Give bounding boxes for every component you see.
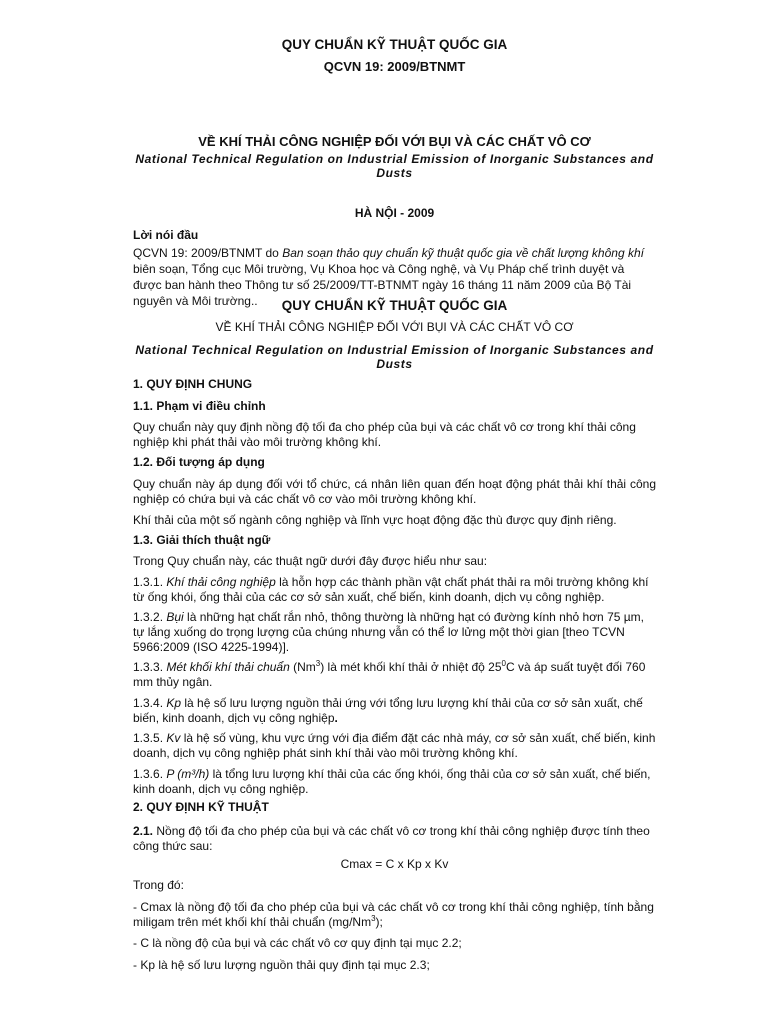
english-title-line-1: National Technical Regulation on Industrial Emission of Inorganic Substances and	[135, 152, 654, 166]
section-1-2-heading: 1.2. Đối tượng áp dụng	[133, 455, 265, 469]
section-1-3-heading: 1.3. Giải thích thuật ngữ	[133, 533, 271, 547]
regulation-subject-2: VỀ KHÍ THẢI CÔNG NGHIỆP ĐỐI VỚI BỤI VÀ CÁC CHẤT VÔ CƠ	[215, 320, 574, 334]
definition-1-3-4	[133, 696, 656, 726]
where-label: Trong đó:	[133, 878, 184, 892]
section-1-heading: 1. QUY ĐỊNH CHUNG	[133, 377, 253, 391]
definition-end: .	[334, 711, 338, 725]
definition-text: là những hạt chất rắn nhỏ, thông thường là những hạt có đường kính nhỏ hơn 75 µm, tự lắng xuống do trọng lượng của chúng nhưng vẫn có thể lơ lửng một thời gian [theo TCVN 5966:2009 (ISO 4225-1994)].	[133, 610, 644, 654]
section-1-2-note: Khí thải của một số ngành công nghiệp và lĩnh vực hoạt động đặc thù được quy định riêng.	[133, 513, 617, 527]
definition-text: C và áp suất tuyệt đối 760 mm thủy ngân.	[133, 660, 646, 689]
section-2-heading: 2. QUY ĐỊNH KỸ THUẬT	[133, 800, 269, 814]
definition-number: 1.3.4.	[133, 696, 167, 710]
definition-number: 1.3.6.	[133, 767, 167, 781]
section-1-3-intro: Trong Quy chuẩn này, các thuật ngữ dưới đây được hiểu như sau:	[133, 554, 488, 568]
definition-1-3-5	[133, 731, 656, 761]
bullet-text: );	[375, 915, 383, 929]
definition-term: Mét khối khí thải chuẩn	[166, 660, 290, 674]
section-1-1-text: Quy chuẩn này quy định nồng độ tối đa cho phép của bụi và các chất vô cơ trong khí thải công nghiệp khi phát thải vào môi trường không khí.	[133, 420, 636, 449]
definition-1-3-6	[133, 767, 656, 797]
foreword-text: QCVN 19: 2009/BTNMT do	[133, 246, 283, 260]
english-title	[133, 152, 656, 180]
definition-number: 1.3.1.	[133, 575, 167, 589]
definition-1-3-2	[133, 610, 656, 655]
definition-number: 1.3.3.	[133, 660, 167, 674]
regulation-subject: VỀ KHÍ THẢI CÔNG NGHIỆP ĐỐI VỚI BỤI VÀ CÁC CHẤT VÔ CƠ	[198, 134, 591, 149]
definition-term: Khí thải công nghiệp	[166, 575, 276, 589]
definition-term: P (m³/h)	[166, 767, 210, 781]
english-title-2-line-2: Dusts	[376, 357, 413, 371]
clause-text: Nồng độ tối đa cho phép của bụi và các chất vô cơ trong khí thải công nghiệp được tính theo công thức sau:	[133, 824, 650, 853]
english-title-2-line-1: National Technical Regulation on Industrial Emission of Inorganic Substances and	[135, 343, 654, 357]
definition-text: là hệ số vùng, khu vực ứng với địa điểm đặt các nhà máy, cơ sở sản xuất, chế biến, kinh doanh, dịch vụ công nghiệp phát sinh khí thải vào môi trường không khí.	[133, 731, 656, 760]
definition-text: là tổng lưu lượng khí thải của các ống khói, ống thải của cơ sở sản xuất, chế biến, kinh doanh, dịch vụ công nghiệp.	[133, 767, 651, 796]
document-title: QUY CHUẨN KỸ THUẬT QUỐC GIA	[281, 37, 508, 52]
superscript: 3	[315, 659, 321, 668]
definition-text: là hệ số lưu lượng nguồn thải ứng với tổng lưu lượng khí thải của cơ sở sản xuất, chế biến, kinh doanh, dịch vụ công nghiệp	[133, 696, 643, 725]
english-title-line-2: Dusts	[376, 166, 413, 180]
definition-1-3-1	[133, 575, 656, 605]
definition-1-3-3	[133, 660, 656, 690]
foreword-drafting-board: Ban soạn thảo quy chuẩn kỹ thuật quốc gia về chất lượng không khí	[282, 246, 644, 260]
bullet-text: - Cmax là nồng độ tối đa cho phép của bụi và các chất vô cơ trong khí thải công nghiệp, tính bằng miligam trên mét khối khí thải chuẩn (mg/Nm	[133, 900, 654, 929]
definition-number: 1.3.2.	[133, 610, 167, 624]
bullet-c: - C là nồng độ của bụi và các chất vô cơ quy định tại mục 2.2;	[133, 936, 462, 950]
bullet-cmax	[133, 900, 656, 930]
formula: Cmax = C x Kp x Kv	[340, 857, 449, 871]
regulation-code: QCVN 19: 2009/BTNMT	[323, 59, 466, 74]
superscript: 0	[501, 659, 506, 668]
definition-term: Kv	[166, 731, 181, 745]
definition-text: (Nm	[289, 660, 316, 674]
definition-term: Bụi	[166, 610, 184, 624]
section-1-1-heading: 1.1. Phạm vi điều chỉnh	[133, 399, 266, 413]
english-title-2	[133, 343, 656, 371]
bullet-kp: - Kp là hệ số lưu lượng nguồn thải quy định tại mục 2.3;	[133, 958, 430, 972]
section-1-2-text: Quy chuẩn này áp dụng đối với tổ chức, cá nhân liên quan đến hoạt động phát thải khí thải công nghiệp có chứa bụi và các chất vô cơ vào môi trường không khí.	[133, 477, 656, 506]
foreword-heading: Lời nói đầu	[133, 228, 199, 242]
clause-number: 2.1.	[133, 824, 154, 838]
regulation-title: QUY CHUẨN KỸ THUẬT QUỐC GIA	[281, 298, 508, 313]
section-2-1-text	[133, 824, 656, 854]
foreword-text-cont: biên soạn, Tổng cục Môi trường, Vụ Khoa học và Công nghệ, và Vụ Pháp chế trình duyệt và được ban hành theo Thông tư số 25/2009/TT-BTNMT ngày 16 tháng 11 năm 2009 của Bộ Tài nguyên và Môi trường..	[133, 262, 632, 308]
definition-number: 1.3.5.	[133, 731, 167, 745]
definition-term: Kp	[166, 696, 182, 710]
definition-text: ) là mét khối khí thải ở nhiệt độ 25	[320, 660, 502, 674]
superscript: 3	[371, 914, 376, 923]
place-year: HÀ NỘI - 2009	[354, 206, 435, 220]
definition-text: là hỗn hợp các thành phần vật chất phát thải ra môi trường không khí từ ống khói, ống thải của các cơ sở sản xuất, chế biến, kinh doanh, dịch vụ công nghiệp.	[133, 575, 649, 604]
